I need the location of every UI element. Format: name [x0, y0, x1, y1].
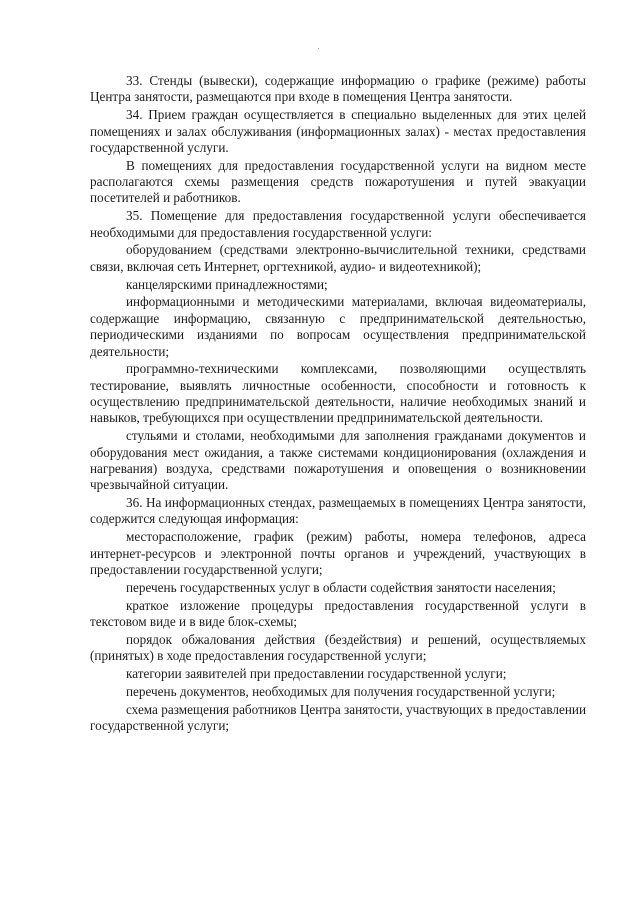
- paragraph-evacuation-schemes: В помещениях для предоставления государственной услуги на видном месте располагаются схемы размещения средств пожаротушения и путей эвакуации посетителей и работников.: [90, 157, 586, 206]
- list-item-required-documents: перечень документов, необходимых для получения государственной услуги;: [126, 683, 556, 699]
- list-item-stationery: канцелярскими принадлежностями;: [126, 276, 328, 292]
- paragraph-33-stands: 33. Стенды (вывески), содержащие информацию о графике (режиме) работы Центра занятости, размещаются при входе в помещения Центра занятости.: [90, 73, 586, 105]
- list-item-applicant-categories: категории заявителей при предоставлении государственной услуги;: [126, 666, 507, 682]
- scan-speck: [318, 48, 319, 49]
- list-item-location-schedule: месторасположение, график (режим) работы, номера телефонов, адреса интернет-ресурсов и электронной почты органов и учреждений, участвующих в предоставлении государственной услуги;: [90, 529, 586, 577]
- list-item-procedure-summary: краткое изложение процедуры предоставления государственной услуги в текстовом виде и в виде блок-схемы;: [90, 597, 586, 629]
- paragraph-35-premises: 35. Помещение для предоставления государственной услуги обеспечивается необходимыми для предоставления государственной услуги:: [90, 208, 586, 240]
- list-item-chairs-tables: стульями и столами, необходимыми для заполнения гражданами документов и оборудования мест ожидания, а также системами кондиционирования (охлаждения и нагревания) воздуха, средствами пожаротушения и оповещения о возникновении чрезвычайной ситуации.: [90, 428, 586, 493]
- list-item-staff-layout-scheme: схема размещения работников Центра занятости, участвующих в предоставлении государственной услуги;: [90, 701, 586, 734]
- document-page: [90, 73, 586, 736]
- list-item-equipment: оборудованием (средствами электронно-вычислительной техники, средствами связи, включая сеть Интернет, оргтехникой, аудио- и видеотехникой);: [90, 242, 586, 274]
- paragraph-36-info-stands: 36. На информационных стендах, размещаемых в помещениях Центра занятости, содержится следующая информация:: [90, 495, 586, 527]
- list-item-appeal-procedure: порядок обжалования действия (бездействия) и решений, осуществляемых (принятых) в ходе предоставления государственной услуги;: [90, 631, 586, 664]
- list-item-information-materials: информационными и методическими материалами, включая видеоматериалы, содержащие информацию, связанную с предпринимательской деятельностью, периодическими изданиями по вопросам осуществления предпринимательской деятельности;: [90, 294, 586, 359]
- paragraph-34-reception: 34. Прием граждан осуществляется в специально выделенных для этих целей помещениях и залах обслуживания (информационных залах) - местах предоставления государственной услуги.: [90, 107, 586, 155]
- list-item-software-complexes: программно-техническими комплексами, позволяющими осуществлять тестирование, выявлять личностные особенности, способности и готовность к осуществлению предпринимательской деятельности, наличие необходимых знаний и навыков, требующихся при осуществлении предпринимательской деятельности.: [90, 361, 586, 426]
- list-item-services-list: перечень государственных услуг в области содействия занятости населения;: [126, 579, 556, 595]
